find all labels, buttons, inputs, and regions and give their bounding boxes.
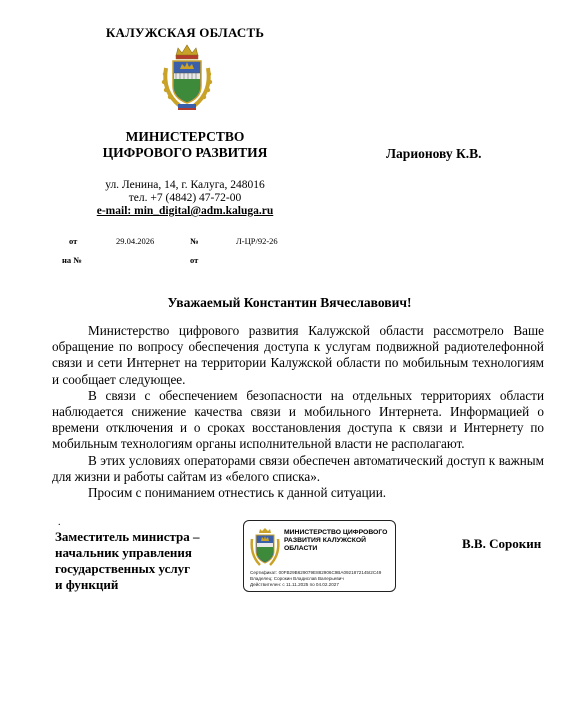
greeting: Уважаемый Константин Вячеславович! xyxy=(167,295,412,310)
stamp-certificate: Сертификат: 00FB29B629079E882906C9BA0921872145I2C49 xyxy=(250,570,382,575)
ministry-phone: тел. +7 (4842) 47-72-00 xyxy=(128,192,242,204)
ministry-name-line2: ЦИФРОВОГО РАЗВИТИЯ xyxy=(102,145,268,160)
paragraph: В связи с обеспечением безопасности на отдельных территориях области наблюдается снижение качества связи и мобильного Интернета. Информацией о времени отключения и о сроках восстановления доступа к связи и Интернету по мобильным технологиям органы исполнительной власти не располагают. xyxy=(52,387,544,452)
signer-position-line: начальник управления xyxy=(55,545,192,560)
ministry-name xyxy=(85,129,285,161)
signer-position-line: государственных услуг xyxy=(55,561,191,576)
signer-position xyxy=(55,529,225,593)
stamp-validity: Действителен: с 11.11.2025 по 04.02.2027 xyxy=(250,582,339,587)
paragraph: Министерство цифрового развития Калужской области рассмотрело Ваше обращение по вопросу обеспечения доступа к услугам подвижной радиотелефонной связи и сети Интернет на территории Калужской области по мобильным технологиям и сообщает следующее. xyxy=(52,323,544,387)
paragraph: В этих условиях операторами связи обеспечен автоматический доступ к важным для жизни и работы сайтам из «белого списка». xyxy=(52,452,544,484)
ministry-email-link[interactable]: e-mail: min_digital@adm.kaluga.ru xyxy=(96,205,274,217)
coat-of-arms-icon xyxy=(249,527,281,569)
ministry-address: ул. Ленина, 14, г. Калуга, 248016 xyxy=(105,179,265,191)
stamp-owner: Владелец: Сорокин Владислав Валерьевич xyxy=(250,576,344,581)
signer-position-line: Заместитель министра – xyxy=(55,529,200,544)
paragraph: Просим с пониманием отнестись к данной ситуации. xyxy=(88,485,387,501)
reply-from-label: от xyxy=(190,255,199,265)
reg-date: 29.04.2026 xyxy=(116,236,155,246)
stray-dot: . xyxy=(58,517,61,528)
signer-name: В.В. Сорокин xyxy=(462,536,542,551)
reg-number: Л-ЦР/92-26 xyxy=(236,236,278,246)
coat-of-arms-icon xyxy=(158,42,216,112)
addressee: Ларионову К.В. xyxy=(386,146,482,161)
signer-position-line: и функций xyxy=(55,577,119,592)
electronic-signature-stamp xyxy=(243,520,396,592)
reg-number-sign: № xyxy=(190,236,199,246)
reg-from-label: от xyxy=(69,236,78,246)
letter-body xyxy=(52,323,544,501)
ministry-name-line1: МИНИСТЕРСТВО xyxy=(125,129,245,144)
region-title: КАЛУЖСКАЯ ОБЛАСТЬ xyxy=(105,25,265,40)
reply-number-label: на № xyxy=(62,255,82,265)
stamp-title: МИНИСТЕРСТВО ЦИФРОВОГО РАЗВИТИЯ КАЛУЖСКОЙ ОБЛАСТИ xyxy=(284,529,388,552)
